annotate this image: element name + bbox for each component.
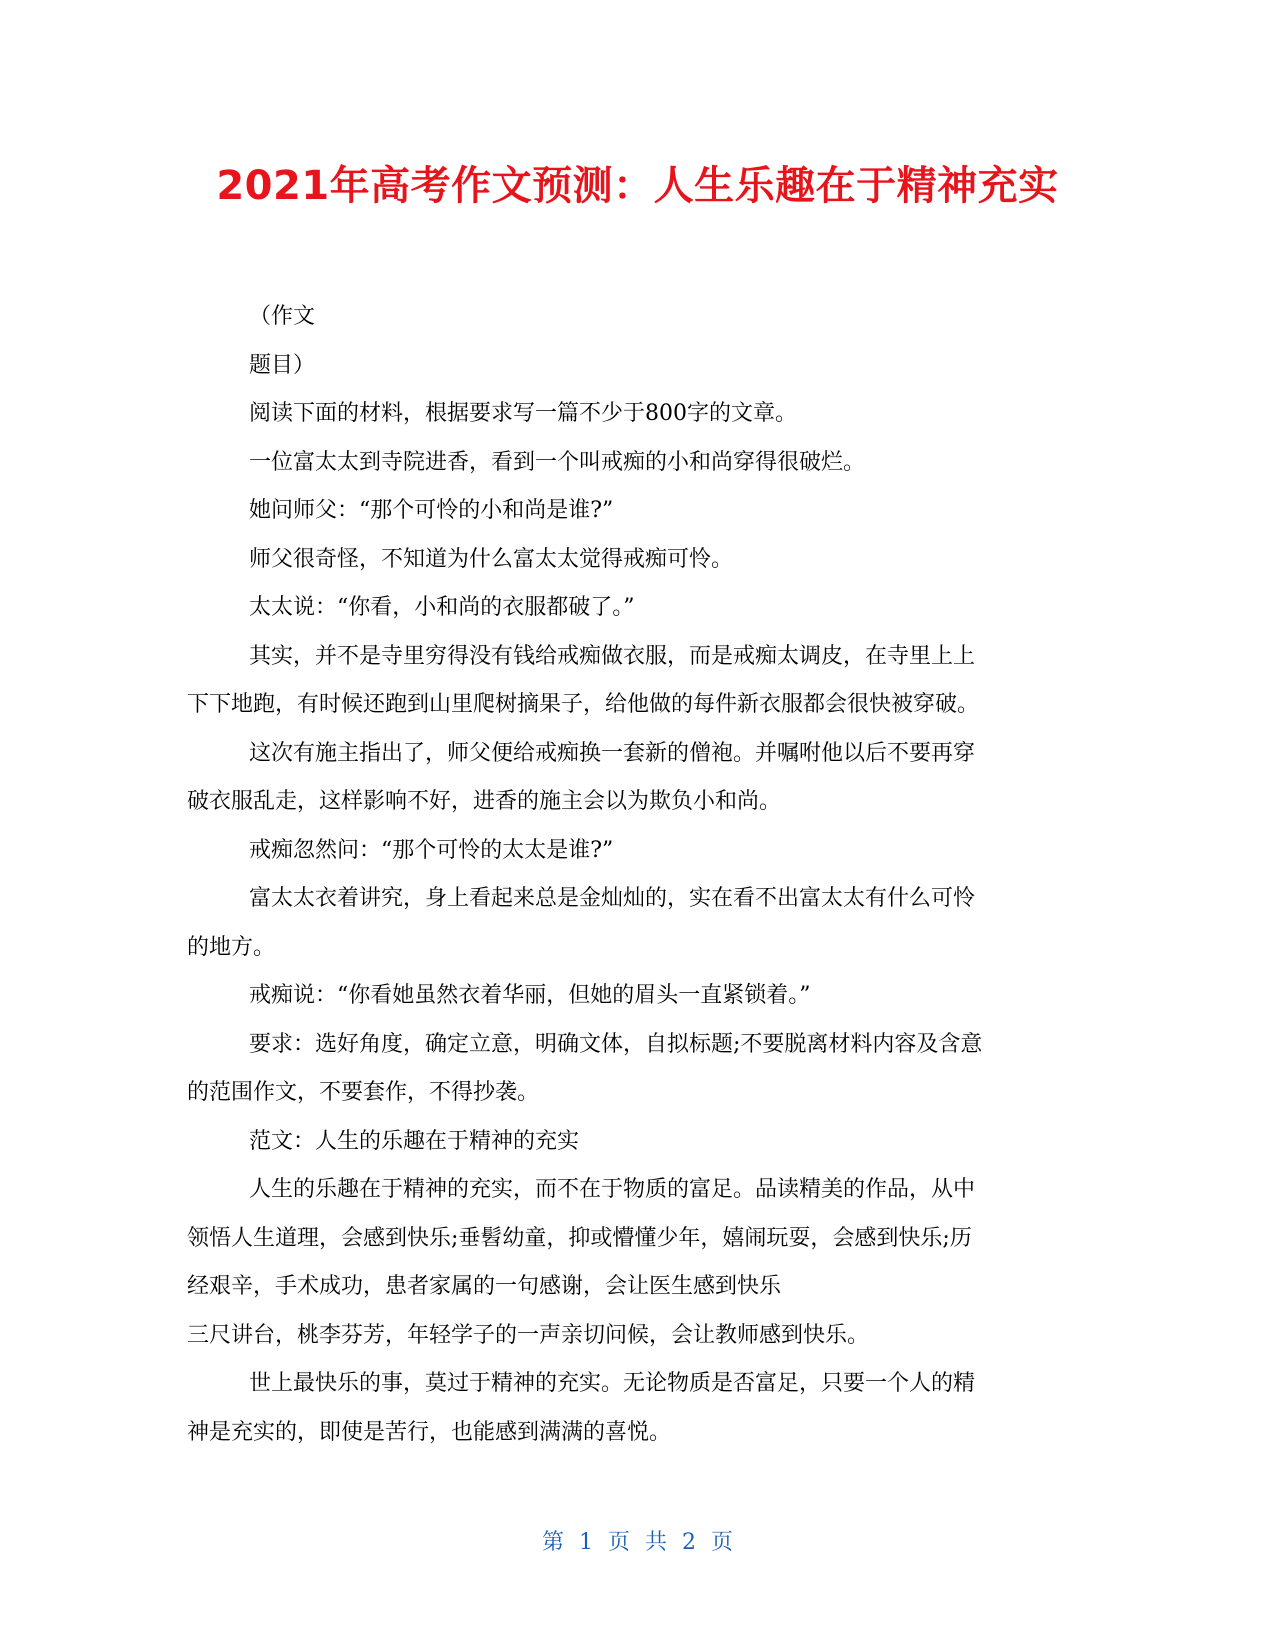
text-line: 范文：人生的乐趣在于精神的充实 [249, 1128, 580, 1154]
text-line: 领悟人生道理，会感到快乐;垂髫幼童，抑或懵懂少年，嬉闹玩耍，会感到快乐;历 [187, 1225, 972, 1251]
text-line: 戒痴忽然问：“那个可怜的太太是谁?” [249, 837, 614, 863]
page-number-footer: 第 1 页 共 2 页 [542, 1530, 733, 1555]
text-line: 其实，并不是寺里穷得没有钱给戒痴做衣服，而是戒痴太调皮，在寺里上上 [249, 643, 976, 669]
text-line: 神是充实的，即使是苦行，也能感到满满的喜悦。 [187, 1419, 672, 1445]
paragraph [187, 390, 1087, 439]
text-line: 这次有施主指出了，师父便给戒痴换一套新的僧袍。并嘱咐他以后不要再穿 [249, 740, 976, 766]
text-line: 一位富太太到寺院进香，看到一个叫戒痴的小和尚穿得很破烂。 [249, 449, 866, 475]
text-line: 的范围作文，不要套作，不得抄袭。 [187, 1080, 540, 1105]
paragraph [187, 536, 1087, 585]
text-line: 题目） [249, 352, 316, 378]
paragraph [187, 1118, 1087, 1167]
paragraph [187, 730, 1087, 827]
paragraph [187, 1360, 1087, 1457]
paragraph [187, 584, 1087, 633]
text-line: 阅读下面的材料，根据要求写一篇不少于800字的文章。 [249, 401, 797, 426]
document-title: 2021年高考作文预测：人生乐趣在于精神充实 [216, 163, 1059, 209]
text-line: （作文 [249, 304, 316, 329]
text-line: 人生的乐趣在于精神的充实，而不在于物质的富足。品读精美的作品，从中 [249, 1177, 976, 1202]
text-line: 破衣服乱走，这样影响不好，进香的施主会以为欺负小和尚。 [187, 789, 782, 814]
text-line: 经艰辛，手术成功，患者家属的一句感谢，会让医生感到快乐 [187, 1274, 782, 1299]
text-line: 戒痴说：“你看她虽然衣着华丽，但她的眉头一直紧锁着。” [249, 983, 811, 1008]
document-body [187, 293, 1087, 1457]
paragraph [187, 972, 1087, 1021]
text-line: 太太说：“你看，小和尚的衣服都破了。” [249, 595, 635, 620]
paragraph [187, 875, 1087, 972]
text-line: 三尺讲台，桃李芬芳，年轻学子的一声亲切问候，会让教师感到快乐。 [187, 1322, 870, 1348]
paragraph [187, 1312, 1087, 1361]
paragraph [187, 1021, 1087, 1118]
paragraph [187, 342, 1087, 391]
paragraph [187, 633, 1087, 730]
paragraph [187, 1166, 1087, 1312]
text-line: 她问师父：“那个可怜的小和尚是谁?” [249, 498, 614, 523]
paragraph [187, 293, 1087, 342]
paragraph [187, 827, 1087, 876]
text-line: 世上最快乐的事，莫过于精神的充实。无论物质是否富足，只要一个人的精 [249, 1371, 976, 1396]
paragraph [187, 487, 1087, 536]
text-line: 师父很奇怪，不知道为什么富太太觉得戒痴可怜。 [249, 546, 734, 572]
text-line: 要求：选好角度，确定立意，明确文体，自拟标题;不要脱离材料内容及含意 [249, 1031, 983, 1057]
text-line: 的地方。 [187, 934, 276, 960]
text-line: 富太太衣着讲究，身上看起来总是金灿灿的，实在看不出富太太有什么可怜 [249, 886, 976, 911]
text-line: 下下地跑，有时候还跑到山里爬树摘果子，给他做的每件新衣服都会很快被穿破。 [187, 692, 980, 717]
paragraph [187, 439, 1087, 488]
